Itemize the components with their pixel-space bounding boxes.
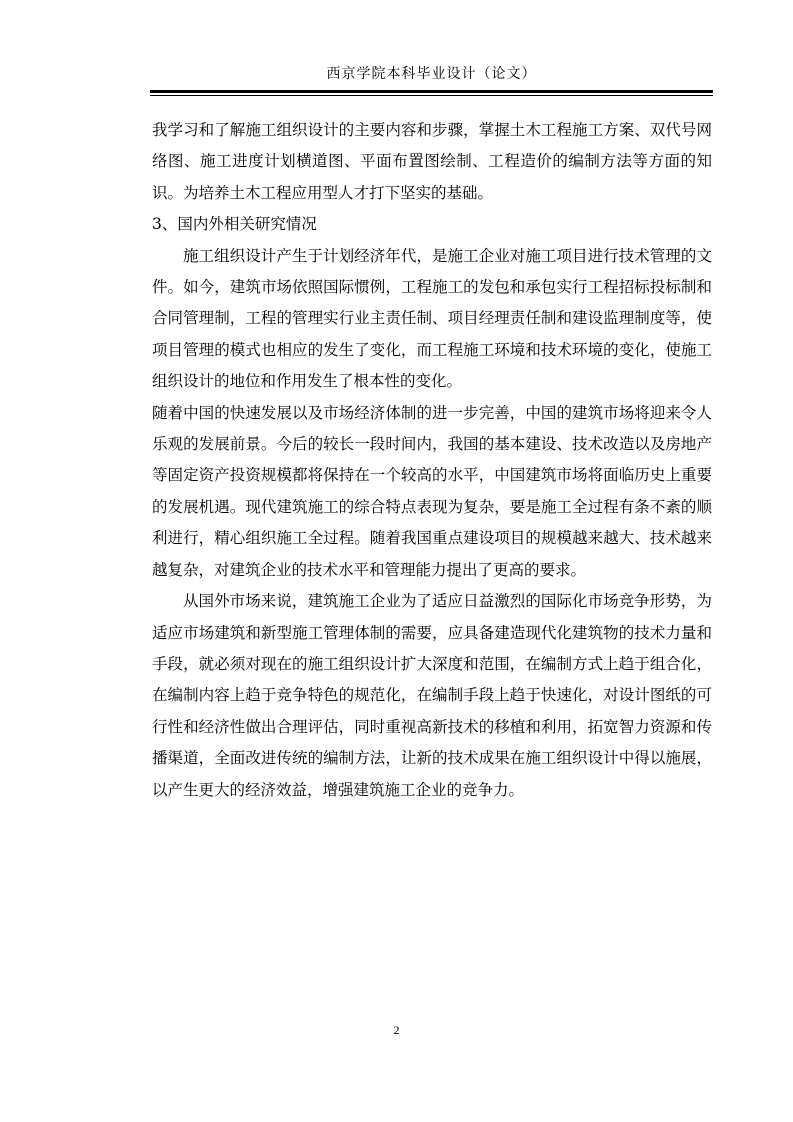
section-heading: 3、国内外相关研究情况	[152, 215, 317, 234]
paragraph-continuation: 我学习和了解施工组织设计的主要内容和步骤，掌握土木工程施工方案、双代号网络图、施工进度计划横道图、平面布置图绘制、工程造价的编制方法等方面的知识。为培养土木工程应用型人才打下坚实的基础。	[152, 121, 712, 202]
paragraph-domestic: 随着中国的快速发展以及市场经济体制的进一步完善，中国的建筑市场将迎来令人乐观的发展前景。今后的较长一段时间内，我国的基本建设、技术改造以及房地产等固定资产投资规模都将保持在一个较高的水平，中国建筑市场将面临历史上重要的发展机遇。现代建筑施工的综合特点表现为复杂，要是施工全过程有条不紊的顺利进行，精心组织施工全过程。随着我国重点建设项目的规模越来越大、技术越来越复杂，对建筑企业的技术水平和管理能力提出了更高的要求。	[152, 403, 712, 579]
paragraph-intro: 施工组织设计产生于计划经济年代，是施工企业对施工项目进行技术管理的文件。如今，建筑市场依照国际惯例，工程施工的发包和承包实行工程招标投标制和合同管理制，工程的管理实行业主责任制、项目经理责任制和建设监理制度等，使项目管理的模式也相应的发生了变化，而工程施工环境和技术环境的变化，使施工组织设计的地位和作用发生了根本性的变化。	[152, 246, 712, 391]
paragraph-foreign: 从国外市场来说，建筑施工企业为了适应日益激烈的国际化市场竞争形势，为适应市场建筑和新型施工管理体制的需要，应具备建造现代化建筑物的技术力量和手段，就必须对现在的施工组织设计扩大深度和范围，在编制方式上趋于组合化，在编制内容上趋于竞争特色的规范化，在编制手段上趋于快速化，对设计图纸的可行性和经济性做出合理评估，同时重视高新技术的移植和利用，拓宽智力资源和传播渠道，全面改进传统的编制方法，让新的技术成果在施工组织设计中得以施展，以产生更大的经济效益，增强建筑施工企业的竞争力。	[152, 592, 712, 799]
header-rule-thick	[150, 90, 713, 93]
running-header: 西京学院本科毕业设计（论文）	[326, 66, 537, 82]
header-rule-thin	[150, 95, 713, 96]
page-number: 2	[393, 1023, 400, 1037]
document-body	[152, 115, 712, 806]
